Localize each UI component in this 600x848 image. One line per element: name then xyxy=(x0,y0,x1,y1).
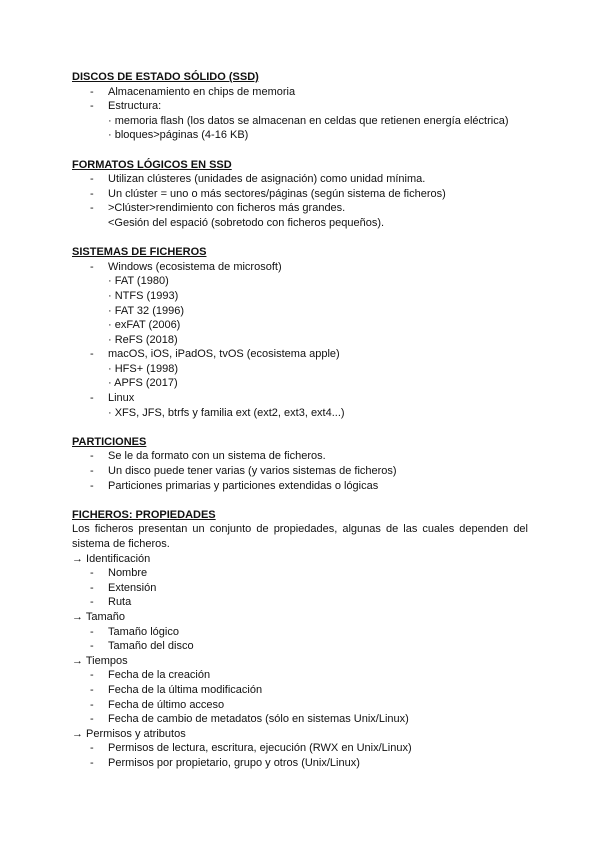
sub-item: · exFAT (2006) xyxy=(108,319,181,332)
bullet-dash: - xyxy=(90,698,94,711)
bullet-dash: - xyxy=(90,85,94,98)
list-item: - Un disco puede tener varias (y varios sistemas de ficheros) xyxy=(90,465,397,478)
list-item: - Se le da formato con un sistema de ficheros. xyxy=(90,450,326,463)
section-heading-particiones: PARTICIONES xyxy=(72,435,147,448)
group-label-tamano: → Tamaño xyxy=(72,610,125,623)
list-item: - Fecha de cambio de metadatos (sólo en sistemas Unix/Linux) xyxy=(90,713,409,726)
intro-paragraph: Los ficheros presentan un conjunto de propiedades, algunas de las cuales dependen del sistema de ficheros. xyxy=(72,523,528,550)
sub-item: · memoria flash (los datos se almacenan en celdas que retienen energía eléctrica) xyxy=(108,114,509,127)
section-heading-formatos: FORMATOS LÓGICOS EN SSD xyxy=(72,158,232,171)
bullet-dash: - xyxy=(90,567,94,580)
sub-item: · NTFS (1993) xyxy=(108,289,179,302)
list-item: - Tamaño del disco xyxy=(90,640,194,653)
list-item: - Windows (ecosistema de microsoft) xyxy=(90,260,282,273)
list-item: - Utilizan clústeres (unidades de asignación) como unidad mínima. xyxy=(90,173,426,186)
bullet-dash: - xyxy=(90,479,94,492)
bullet-dash: - xyxy=(90,640,94,653)
bullet-dash: - xyxy=(90,596,94,609)
list-item: - Nombre xyxy=(90,567,148,580)
list-item: - Tamaño lógico xyxy=(90,625,179,638)
section-heading-sistemas: SISTEMAS DE FICHEROS xyxy=(72,246,207,259)
list-item: - Permisos de lectura, escritura, ejecución (RWX en Unix/Linux) xyxy=(90,742,412,755)
list-item: - Ruta xyxy=(90,596,132,609)
bullet-dash: - xyxy=(90,187,94,200)
list-item: - Almacenamiento en chips de memoria xyxy=(90,85,296,98)
bullet-dash: - xyxy=(90,260,94,273)
list-item: - Estructura: xyxy=(90,100,162,113)
bullet-dash: - xyxy=(90,713,94,726)
bullet-dash: - xyxy=(90,669,94,682)
list-item-continuation: <Gesión del espació (sobretodo con ficheros pequeños). xyxy=(108,216,385,229)
sub-item: · bloques>páginas (4-16 KB) xyxy=(108,129,249,142)
sub-item: · ReFS (2018) xyxy=(108,333,178,346)
sub-item: · HFS+ (1998) xyxy=(108,362,178,375)
bullet-dash: - xyxy=(90,173,94,186)
bullet-dash: - xyxy=(90,683,94,696)
list-item: - Fecha de la creación xyxy=(90,669,211,682)
sub-item: · FAT 32 (1996) xyxy=(108,304,185,317)
group-label-identificacion: → Identificación xyxy=(72,552,151,565)
bullet-dash: - xyxy=(90,202,94,215)
list-item: - Extensión xyxy=(90,581,157,594)
bullet-dash: - xyxy=(90,100,94,113)
sub-item: · APFS (2017) xyxy=(108,377,178,390)
list-item: - >Clúster>rendimiento con ficheros más grandes. xyxy=(90,202,346,215)
list-item: - Permisos por propietario, grupo y otros (Unix/Linux) xyxy=(90,756,360,769)
list-item: - macOS, iOS, iPadOS, tvOS (ecosistema apple) xyxy=(90,348,340,361)
group-label-tiempos: → Tiempos xyxy=(72,654,128,667)
list-item: - Particiones primarias y particiones extendidas o lógicas xyxy=(90,479,379,492)
section-heading-ssd: DISCOS DE ESTADO SÓLIDO (SSD) xyxy=(72,71,259,83)
sub-item: · XFS, JFS, btrfs y familia ext (ext2, ext3, ext4...) xyxy=(108,406,345,419)
bullet-dash: - xyxy=(90,625,94,638)
bullet-dash: - xyxy=(90,392,94,405)
bullet-dash: - xyxy=(90,581,94,594)
list-item: - Fecha de la última modificación xyxy=(90,683,263,696)
bullet-dash: - xyxy=(90,450,94,463)
bullet-dash: - xyxy=(90,465,94,478)
section-heading-ficheros: FICHEROS: PROPIEDADES xyxy=(72,508,216,521)
list-item: - Linux xyxy=(90,392,135,405)
group-label-permisos: → Permisos y atributos xyxy=(72,727,186,740)
bullet-dash: - xyxy=(90,742,94,755)
list-item: - Un clúster = uno o más sectores/páginas (según sistema de ficheros) xyxy=(90,187,446,200)
list-item: - Fecha de último acceso xyxy=(90,698,225,711)
bullet-dash: - xyxy=(90,756,94,769)
sub-item: · FAT (1980) xyxy=(108,275,169,288)
bullet-dash: - xyxy=(90,348,94,361)
